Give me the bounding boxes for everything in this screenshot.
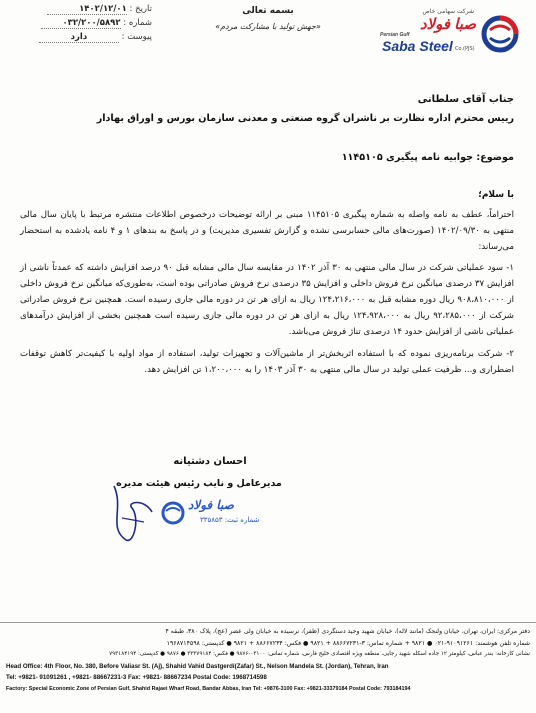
- footer-contact-en: Tel: +9821- 91091261 , +9821- 88667231-3 Fax: +9821- 88667234 Postal Code: 1968714598: [6, 674, 267, 681]
- stamp-emblem-icon: [160, 500, 186, 526]
- addressee-line-2: رییس محترم اداره نظارت بر ناشران گروه صنعتی و معدنی سازمان بورس و اوراق بهادار: [96, 113, 514, 124]
- footer-factory-fa: نشانی کارخانه: بندر عباس، کیلومتر ۱۲ جاده اسکله شهید رجایی، منطقه ویژه اقتصادی خلیج فارس، شماره تماس: ۰۳۱۰۰-۹۸۷۶ ● فکس: ۳۳۳۷۹۱۸۴ ● ۹۸۷۶ ● کدپستی: ۷۹۳۱۸۴۱۹۴: [109, 651, 530, 657]
- date-row: [22, 4, 152, 18]
- stamp-registration: شماره ثبت: ۳۳۵۸۵۳: [200, 516, 260, 524]
- saba-steel-emblem-icon: [480, 14, 520, 54]
- footer-divider: [0, 622, 536, 623]
- letter-meta: [22, 4, 152, 46]
- stamp-company-name: صبا فولاد: [188, 498, 234, 512]
- number-row: [22, 18, 152, 32]
- company-small-label: شرکت سهامی خاص: [422, 8, 474, 15]
- company-suffix: Co.(PJS): [455, 46, 475, 52]
- addressee-line-1: جناب آقای سلطانی: [417, 94, 514, 105]
- footer-phone-fa: شماره تلفن هوشمند: ۹۱۰۹۱۲۶۱-۰۲۱ ● ۹۸۲۱ + شماره تماس: ۳-۸۸۶۶۷۲۳۱ + ۹۸۲۱ ● فکس: ۸۸۶۶۷۲۳۴ + ۹۸۲۱ ● کدپستی: ۱۹۶۸۷۱۴۵۹۸: [166, 639, 530, 647]
- footer-head-office-en: Head Office: 4th Floor, No. 380, Before Valiasr St. (Aj), Shahid Vahid Dastgerdi(Zafar) St., Nelson Mandela St. (Jordan), Tehran, Iran: [6, 662, 389, 670]
- footer-address-fa: دفتر مرکزی: ایران، تهران، خیابان ولنجک (مانند لاله)، خیابان شهید وحید دستگردی (ظفر)، نرسیده به خیابان ولی عصر (عج)، پلاک ۳۸۰، طبقه ۴: [165, 628, 530, 635]
- greeting: با سلام؛: [478, 190, 514, 200]
- bismillah: بسمه تعالی: [242, 6, 294, 16]
- item-2-paragraph: ۲- شرکت برنامه‌ریزی نموده که با استفاده اثربخش‌تر از ماشین‌آلات و تجهیزات تولید، استفاده از مواد اولیه با کیفیت‌تر کاهش توقفات اضطراری و... ظرفیت عملی تولید در سال مالی منتهی به ۳۰ آذر ۱۴۰۳ را به ۱،۲۰۰،۰۰۰ تن افزایش دهد.: [20, 349, 514, 375]
- attachment-row: [22, 32, 152, 46]
- footer: [6, 626, 530, 695]
- company-stamp: [160, 498, 290, 528]
- signatory-title: مدیرعامل و نایب رئیس هیئت مدیره: [116, 478, 282, 489]
- attachment-value: دارد: [39, 32, 119, 43]
- company-brand-name: Saba Steel: [382, 38, 453, 54]
- company-latin-small: Persian Gulf: [380, 32, 410, 38]
- company-logo: [352, 6, 522, 56]
- slogan: «جهش تولید با مشارکت مردم»: [215, 22, 321, 31]
- handwritten-signature: [104, 478, 164, 548]
- subject-line: موضوع: جوابیه نامه پیگیری ۱۱۴۵۱۰۵: [341, 152, 514, 163]
- number-value: ۰۳۲/۲۰۰/۵۸۹۲: [41, 18, 121, 29]
- company-persian-name: صبا فولاد: [419, 16, 476, 33]
- footer-factory-en: Factory: Special Economic Zone of Persian Gulf, Shahid Rajaei Wharf Road, Bandar Abbas, Iran Tel: +9876-3100 Fax: +9821-33379184 Postal Code: 793184194: [6, 685, 411, 692]
- item-1-paragraph: ۱- سود عملیاتی شرکت در سال مالی منتهی به ۳۰ آذر ۱۴۰۲ در مقایسه سال مالی مشابه قبل ۹۰ درصد افزایش داشته که عمدتاً ناشی از افزایش ۳۷ درصدی میانگین نرخ فروش داخلی و افزایش ۳۵ درصدی نرخ فروش صادراتی بوده است، به‌طوری‌که میانگین نرخ فروش داخلی از ۹۰۸،۸۱۰،۰۰۰ ریال دوره مشابه قبل به ۱۲۴،۲۱۶،۰۰۰ ریال به ازای هر تن در دوره مالی جاری رسیده است. همچنین نرخ فروش صادراتی شرکت از ۹۲،۲۸۵،۰۰۰ ریال به ۱۲۴،۹۲۸،۰۰۰ ریال به ازای هر تن در دوره مالی جاری رسیده است همچنین بخشی از افزایش درآمدهای عملیاتی ناشی از افزایش حدود ۱۴ درصدی تناژ فروش می‌باشد.: [20, 263, 515, 337]
- date-value: ۱۴۰۲/۱۲/۰۱: [47, 4, 127, 15]
- attachment-label: پیوست :: [121, 32, 152, 42]
- date-label: تاریخ :: [129, 4, 152, 14]
- signatory-name: احسان دشتیانه: [173, 456, 247, 467]
- number-label: شماره :: [123, 18, 152, 28]
- intro-paragraph: احتراماً، عطف به نامه واصله به شماره پیگیری ۱۱۴۵۱۰۵ مبنی بر ارائه توضیحات درخصوص اطلاعات منتشره مرتبط با پایان سال مالی منتهی به ۱۴۰۲/۰۹/۳۰ (صورت‌های مالی حسابرسی نشده و گزارش تفسیری مدیریت) و در پاسخ به بندهای ۱ و ۴ نامه یادشده به استحضار می‌رساند:: [20, 210, 514, 252]
